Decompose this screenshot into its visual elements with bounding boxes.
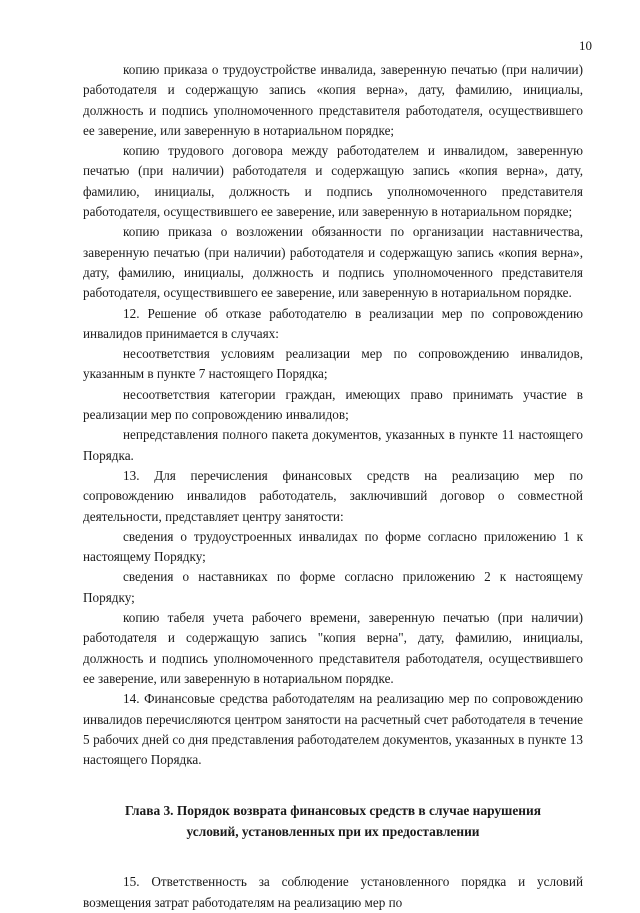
paragraph-refusal-reason-1: несоответствия условиям реализации мер по сопровождению инвалидов, указанным в пункте 7 настоящего Порядка; (83, 346, 583, 382)
paragraph-13-transfer: 13. Для перечисления финансовых средств на реализацию мер по сопровождению инвалидов работодатель, заключивший договор о совместной деятельности, представляет центру занятости: (83, 467, 583, 524)
paragraph-mentors-info: сведения о наставниках по форме согласно приложению 2 к настоящему Порядку; (83, 569, 583, 605)
page-number: 10 (579, 38, 592, 53)
chapter-heading (83, 800, 583, 842)
chapter-heading-line-2: условий, установленных при их предоставлении (186, 824, 480, 840)
paragraph-15-responsibility: 15. Ответственность за соблюдение установленного порядка и условий возмещения затрат работодателям на реализацию мер по (83, 874, 583, 910)
paragraph-refusal-reason-2: несоответствия категории граждан, имеющих право принимать участие в реализации мер по сопровождению инвалидов; (83, 386, 583, 423)
paragraph-order-copy: копию приказа о трудоустройстве инвалида, заверенную печатью (при наличии) работодателя и содержащую запись «копия верна», дату, фамилию, инициалы, должность и подпись уполномоченного представителя работодателя, осуществившего ее заверение, или заверенную в нотариальном порядке; (83, 62, 583, 138)
paragraph-contract-copy: копию трудового договора между работодателем и инвалидом, заверенную печатью (при наличии) работодателя и содержащую запись «копия верна», дату, фамилию, инициалы, должность и подпись уполномоченного представителя работодателя, осуществившего ее заверение, или заверенную в нотариальном порядке; (83, 143, 583, 220)
paragraph-14-funds: 14. Финансовые средства работодателям на реализацию мер по сопровождению инвалидов перечисляются центром занятости на расчетный счет работодателя в течение 5 рабочих дней со дня представления работодателем документов, указанных в пункте 13 настоящего Порядка. (83, 691, 583, 768)
paragraph-refusal-reason-3: непредставления полного пакета документов, указанных в пункте 11 настоящего Порядка. (83, 427, 583, 463)
chapter-heading-line-1: Глава 3. Порядок возврата финансовых средств в случае нарушения (125, 803, 541, 819)
spacer (83, 842, 583, 872)
document-body (83, 60, 583, 913)
paragraph-mentorship-order-copy: копию приказа о возложении обязанности по организации наставничества, заверенную печатью (при наличии) работодателя и содержащую запись «копия верна», дату, фамилию, инициалы, должность и подпись уполномоченного представителя работодателя, осуществившего ее заверение, или заверенную в нотариальном порядке. (83, 224, 583, 301)
paragraph-timesheet-copy: копию табеля учета рабочего времени, заверенную печатью (при наличии) работодателя и содержащую запись "копия верна", дату, фамилию, инициалы, должность и подпись уполномоченного представителя работодателя, осуществившего ее заверение, или заверенную в нотариальном порядке. (83, 610, 583, 686)
paragraph-employed-info: сведения о трудоустроенных инвалидах по форме согласно приложению 1 к настоящему Порядку; (83, 528, 583, 565)
paragraph-12-refusal: 12. Решение об отказе работодателю в реализации мер по сопровождению инвалидов принимается в случаях: (83, 305, 583, 341)
